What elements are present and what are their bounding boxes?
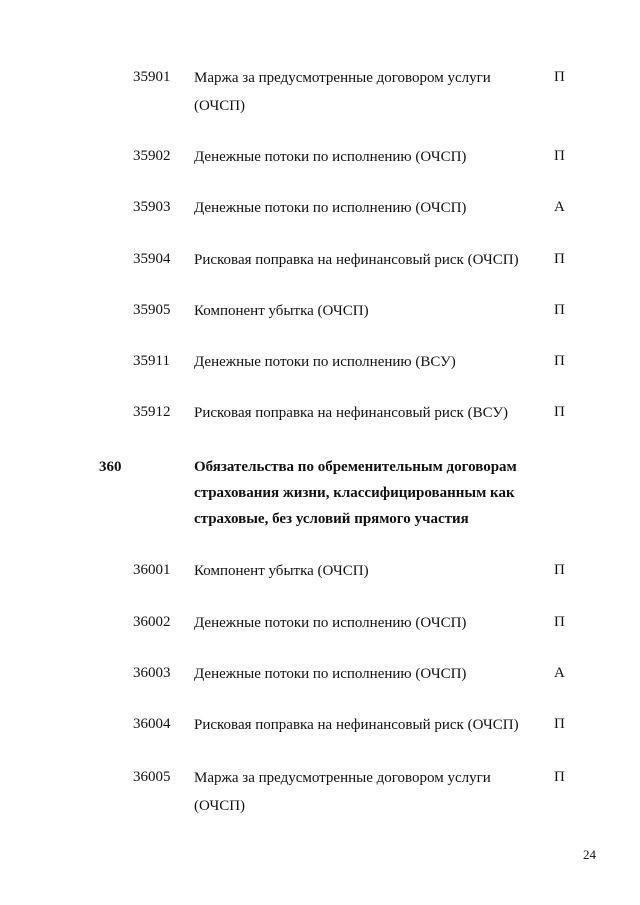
account-type-mark: П <box>554 404 565 420</box>
account-type-mark: П <box>554 716 565 732</box>
account-type-mark: П <box>554 562 565 578</box>
account-type-mark: П <box>554 302 565 318</box>
account-code: 35901 <box>133 69 171 85</box>
account-code: 36001 <box>133 562 171 578</box>
account-type-mark: П <box>554 69 565 85</box>
account-type-mark: П <box>554 251 565 267</box>
account-description: Компонент убытка (ОЧСП) <box>194 303 369 319</box>
account-description: Компонент убытка (ОЧСП) <box>194 563 369 579</box>
account-description: Маржа за предусмотренные договором услуги (ОЧСП) <box>194 70 491 114</box>
page-number: 24 <box>583 847 596 862</box>
account-code: 36002 <box>133 614 171 630</box>
account-code: 35905 <box>133 302 171 318</box>
account-type-mark: П <box>554 769 565 785</box>
account-code: 36004 <box>133 716 171 732</box>
account-description: Рисковая поправка на нефинансовый риск (ОЧСП) <box>194 252 519 268</box>
account-type-mark: А <box>554 199 565 215</box>
account-description: Денежные потоки по исполнению (ОЧСП) <box>194 149 467 165</box>
section-title: Обязательства по обременительным договорам страхования жизни, классифицированным как страховые, без условий прямого участия <box>194 459 517 527</box>
account-code: 35902 <box>133 148 171 164</box>
account-description: Денежные потоки по исполнению (ОЧСП) <box>194 615 467 631</box>
account-code: 35904 <box>133 251 171 267</box>
account-description: Рисковая поправка на нефинансовый риск (ВСУ) <box>194 405 509 421</box>
account-description: Денежные потоки по исполнению (ВСУ) <box>194 354 456 370</box>
account-description: Денежные потоки по исполнению (ОЧСП) <box>194 666 467 682</box>
account-code: 35903 <box>133 199 171 215</box>
section-code: 360 <box>99 459 122 475</box>
account-code: 35912 <box>133 404 171 420</box>
account-description: Денежные потоки по исполнению (ОЧСП) <box>194 200 467 216</box>
account-description: Маржа за предусмотренные договором услуги (ОЧСП) <box>194 770 491 814</box>
account-code: 36003 <box>133 665 171 681</box>
account-type-mark: П <box>554 614 565 630</box>
account-type-mark: П <box>554 353 565 369</box>
account-type-mark: А <box>554 665 565 681</box>
account-type-mark: П <box>554 148 565 164</box>
account-description: Рисковая поправка на нефинансовый риск (ОЧСП) <box>194 717 519 733</box>
account-code: 36005 <box>133 769 171 785</box>
account-code: 35911 <box>133 353 170 369</box>
